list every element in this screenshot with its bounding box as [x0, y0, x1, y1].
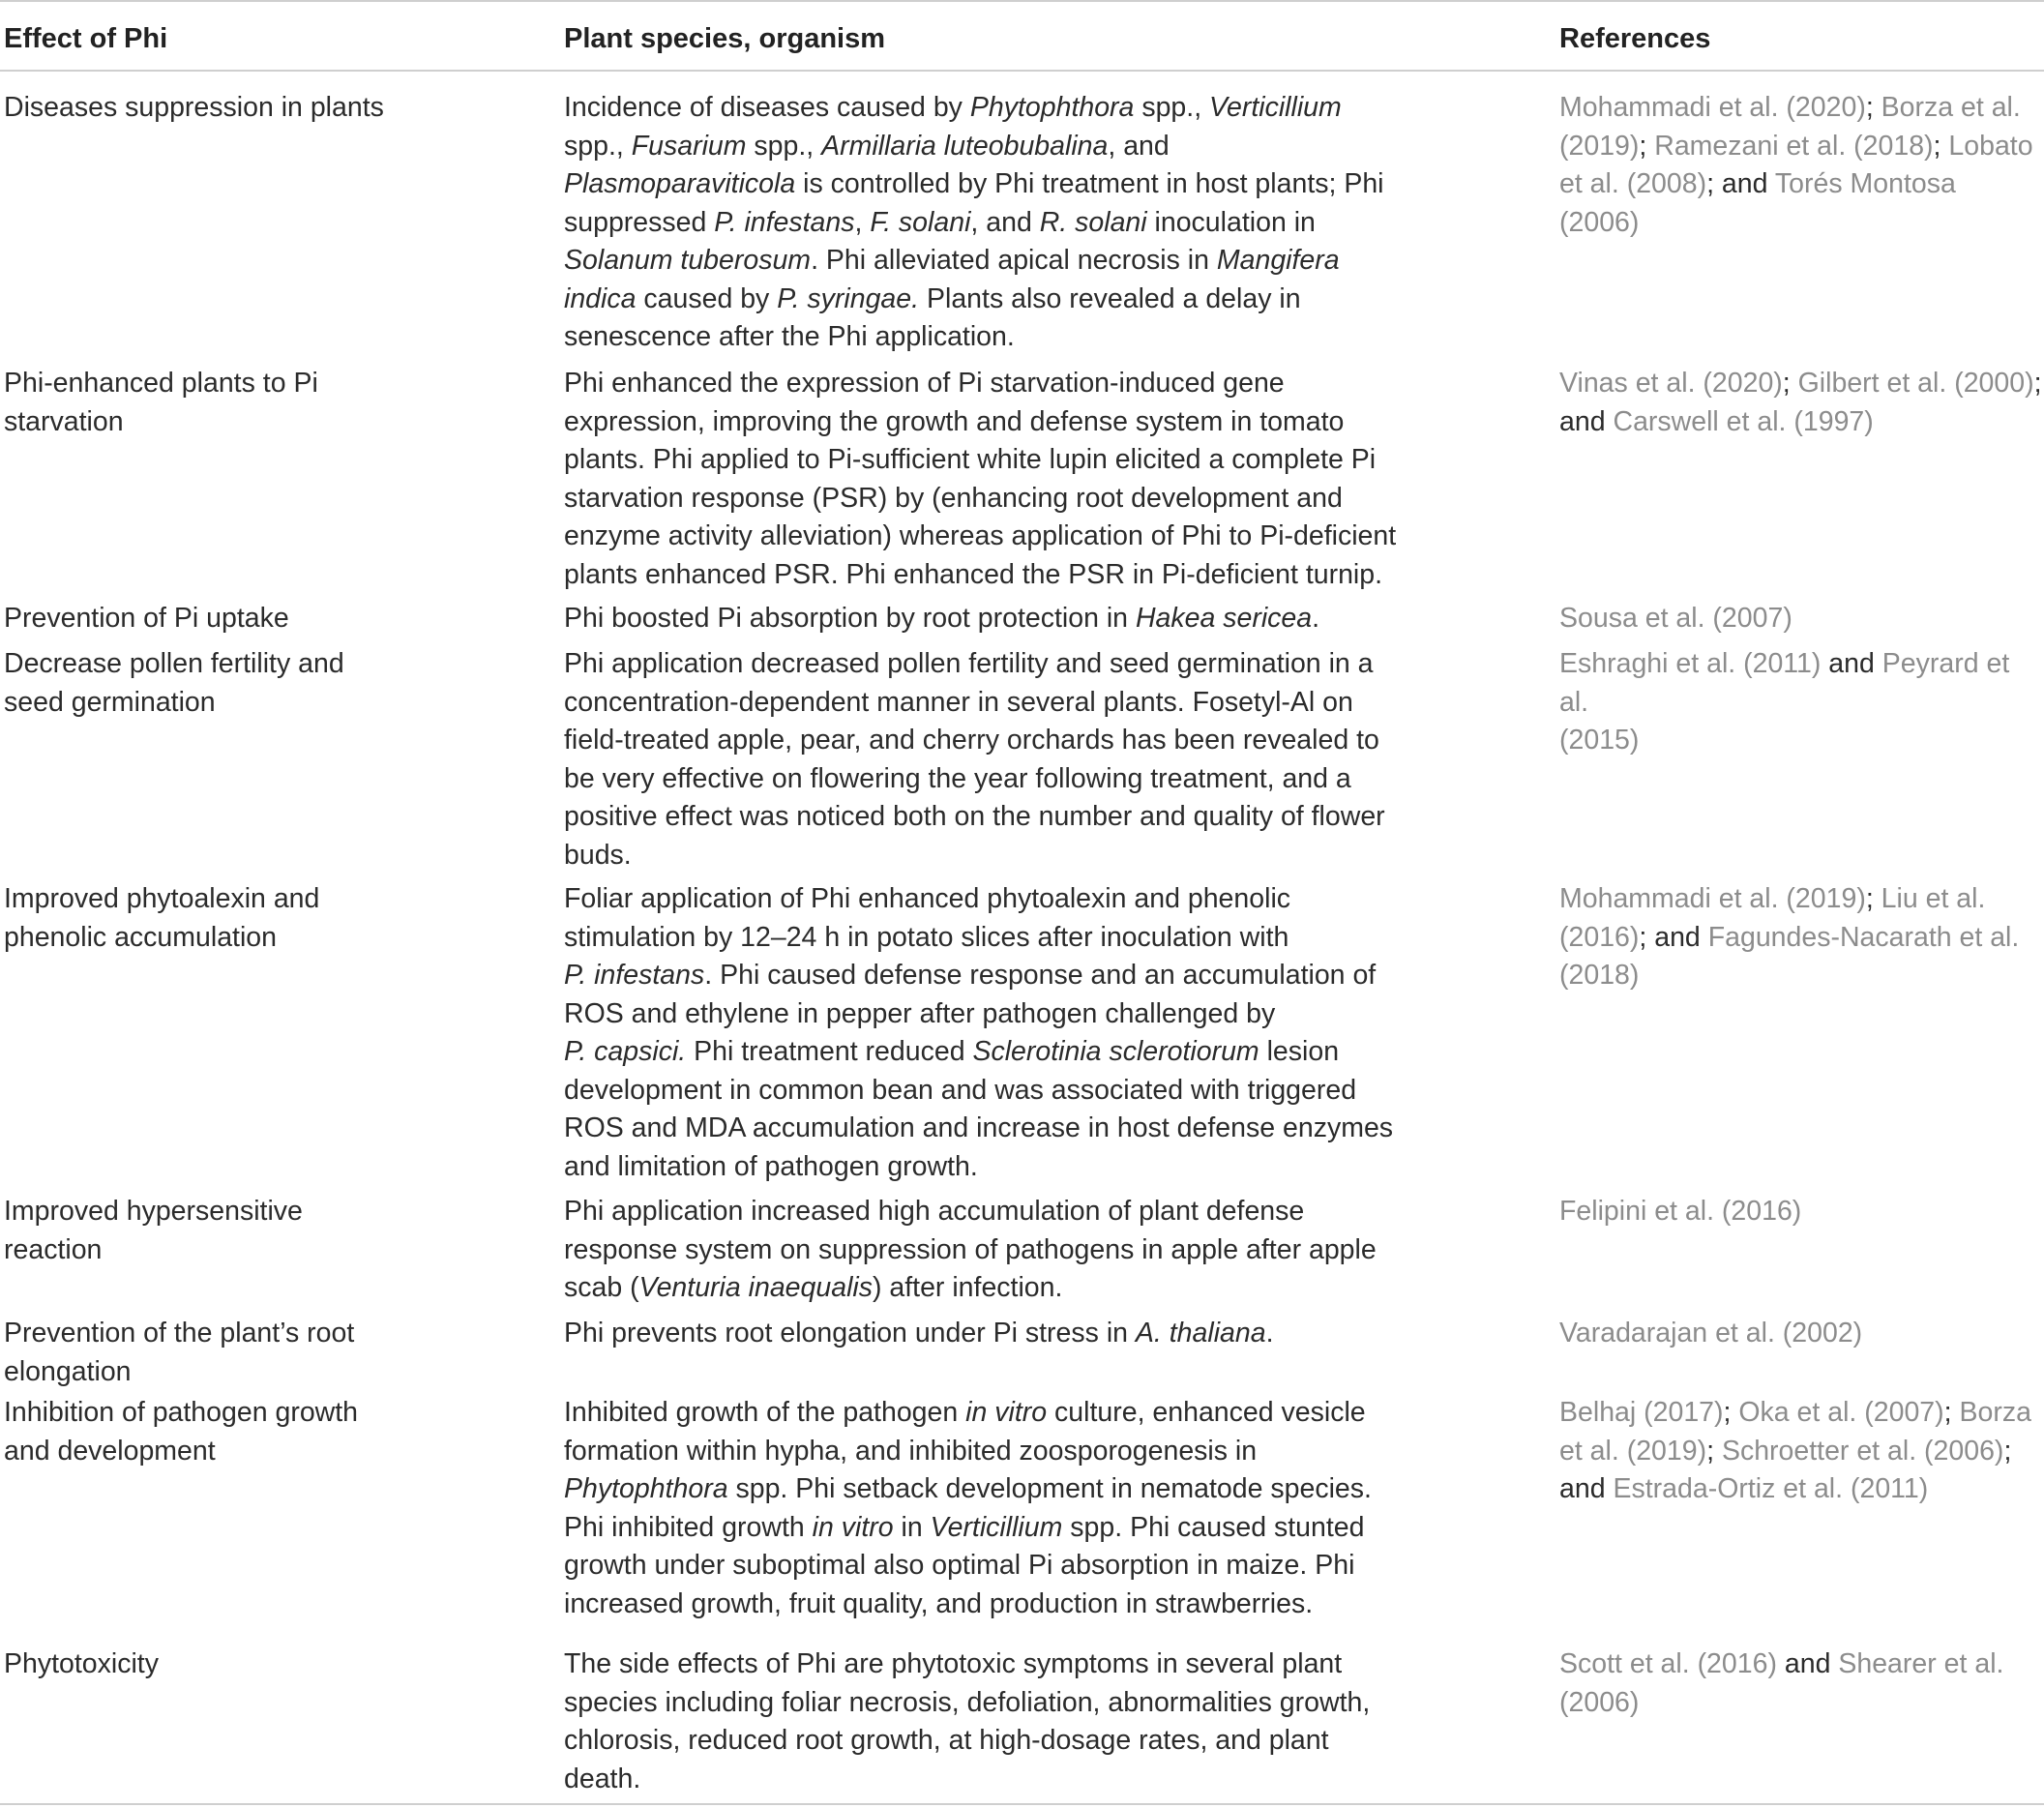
text-segment: ; — [2033, 368, 2042, 399]
text-segment: Phi inhibited growth — [564, 1511, 813, 1543]
text-segment: ; — [1943, 1397, 1960, 1428]
text-segment: . Phi caused defense response and an accumulation of — [704, 960, 1377, 991]
text-line — [1559, 1394, 2043, 1433]
text-segment: ; — [1723, 1397, 1739, 1428]
reference-link[interactable]: Torés Montosa (2006) — [1559, 168, 1956, 238]
text-line — [564, 1645, 1406, 1684]
effect-cell — [4, 1193, 391, 1269]
text-segment: Phytophthora — [969, 92, 1135, 123]
effect-cell — [4, 1315, 391, 1391]
references-cell — [1559, 1193, 2043, 1231]
text-line — [564, 798, 1406, 837]
text-segment: species including foliar necrosis, defoliation, abnormalities growth, — [564, 1686, 1371, 1718]
reference-link[interactable]: Carswell et al. (1997) — [1613, 405, 1874, 437]
text-line — [564, 645, 1406, 684]
text-line: Prevention of the plant’s root — [4, 1318, 355, 1349]
text-segment: in vitro — [965, 1397, 1048, 1428]
text-line — [564, 1033, 1406, 1072]
text-segment: buds. — [564, 839, 632, 871]
reference-link[interactable]: Vinas et al. (2020) — [1559, 368, 1783, 399]
reference-link[interactable]: (2006) — [1559, 1686, 1640, 1718]
text-line — [564, 600, 1406, 638]
text-line — [1559, 403, 2043, 442]
text-line — [564, 441, 1406, 480]
text-segment: ROS and ethylene in pepper after pathogen challenged by — [564, 997, 1276, 1029]
text-line — [564, 1394, 1406, 1433]
text-segment: increased growth, fruit quality, and production in strawberries. — [564, 1587, 1314, 1619]
reference-link[interactable]: et al. (2019) — [1559, 1435, 1707, 1467]
reference-link[interactable]: Eshraghi et al. (2011) — [1559, 648, 1822, 679]
text-segment: ; — [1865, 883, 1881, 914]
text-segment: field-treated apple, pear, and cherry orchards has been revealed to — [564, 725, 1379, 756]
text-line — [564, 1231, 1406, 1270]
text-segment: indica — [564, 282, 637, 314]
effect-cell — [4, 880, 391, 957]
text-segment: Plasmoparaviticola — [564, 168, 796, 199]
text-line — [564, 480, 1406, 519]
text-line: Phi-enhanced plants to Pi — [4, 368, 318, 399]
text-segment: F. solani — [870, 206, 971, 238]
text-line — [564, 1722, 1406, 1761]
text-line — [564, 957, 1406, 995]
effect-cell — [4, 1645, 391, 1684]
text-segment: inoculation in — [1146, 206, 1316, 238]
text-segment: and — [1559, 1473, 1614, 1504]
text-segment: Fusarium — [631, 130, 747, 162]
text-segment: The side effects of Phi are phytotoxic symptoms in several plant — [564, 1648, 1343, 1679]
reference-link[interactable]: Peyrard et al. — [1559, 648, 2010, 718]
header-effect: Effect of Phi — [4, 23, 168, 54]
text-segment: in — [893, 1511, 931, 1543]
text-segment: , — [854, 206, 871, 238]
text-line — [564, 1684, 1406, 1723]
text-segment: senescence after the Phi application. — [564, 321, 1015, 352]
organism-cell — [564, 365, 1406, 594]
references-cell — [1559, 1315, 2043, 1353]
text-segment: plants enhanced PSR. Phi enhanced the PSR in Pi-deficient turnip. — [564, 558, 1383, 590]
text-segment: positive effect was noticed both on the number and quality of flower — [564, 801, 1385, 832]
text-line — [1559, 957, 2043, 995]
text-line: Improved hypersensitive — [4, 1196, 303, 1227]
text-line — [564, 89, 1406, 128]
reference-link[interactable]: Mohammadi et al. (2019) — [1559, 883, 1866, 914]
reference-link[interactable]: Mohammadi et al. (2020) — [1559, 92, 1866, 123]
text-segment: Hakea sericea — [1135, 603, 1313, 634]
reference-link[interactable]: Schroetter et al. (2006) — [1721, 1435, 2004, 1467]
text-line: reaction — [4, 1233, 103, 1265]
text-segment: . Phi alleviated apical necrosis in — [811, 245, 1217, 276]
text-segment: ) after infection. — [872, 1272, 1063, 1303]
references-cell — [1559, 365, 2043, 441]
text-segment: R. solani — [1039, 206, 1147, 238]
text-segment: Plants also revealed a delay in — [919, 282, 1301, 314]
text-line: Inhibition of pathogen growth — [4, 1397, 359, 1428]
text-line: Prevention of Pi uptake — [4, 603, 289, 634]
text-line — [564, 1315, 1406, 1353]
bottom-rule — [0, 1803, 2044, 1805]
text-segment: Phi treatment reduced — [686, 1036, 973, 1067]
text-segment: Phytophthora — [564, 1473, 728, 1504]
text-segment: P. infestans — [564, 960, 705, 991]
text-segment: lesion — [1259, 1036, 1340, 1067]
text-line — [564, 518, 1406, 556]
organism-cell — [564, 1193, 1406, 1308]
text-line — [1559, 365, 2043, 403]
text-line — [564, 722, 1406, 760]
text-segment: is controlled by Phi treatment in host plants; Phi — [795, 168, 1384, 199]
text-line — [1559, 89, 2043, 128]
text-segment: spp., — [1134, 92, 1210, 123]
text-line — [564, 165, 1406, 204]
text-line — [1559, 1470, 2043, 1509]
reference-link[interactable]: (2016) — [1559, 921, 1640, 953]
text-segment: Phi application increased high accumulation of plant defense — [564, 1196, 1305, 1227]
text-line — [564, 403, 1406, 442]
text-segment: Armillaria luteobubalina — [821, 130, 1109, 162]
text-line — [564, 281, 1406, 319]
text-segment: chlorosis, reduced root growth, at high-dosage rates, and plant — [564, 1725, 1329, 1756]
text-line — [564, 1761, 1406, 1799]
text-segment: Phi prevents root elongation under Pi stress in — [564, 1318, 1136, 1349]
reference-link[interactable]: Liu et al. — [1881, 883, 1986, 914]
reference-link[interactable]: (2019) — [1559, 130, 1640, 162]
text-line — [564, 318, 1406, 357]
reference-link[interactable]: Estrada-Ortiz et al. (2011) — [1613, 1473, 1929, 1504]
text-segment: and — [1821, 648, 1882, 679]
organism-cell — [564, 645, 1406, 874]
organism-cell — [564, 89, 1406, 357]
text-segment: Verticillium — [1209, 92, 1342, 123]
reference-link[interactable]: Ramezani et al. (2018) — [1654, 130, 1934, 162]
text-segment: . — [1312, 603, 1320, 634]
text-line — [1559, 1645, 2043, 1684]
text-line — [564, 1269, 1406, 1308]
references-cell — [1559, 645, 2043, 760]
text-segment: , and — [1108, 130, 1170, 162]
text-segment: Phi application decreased pollen fertility and seed germination in a — [564, 648, 1374, 679]
text-segment: spp., — [746, 130, 822, 162]
text-line: phenolic accumulation — [4, 921, 278, 953]
organism-cell — [564, 1315, 1406, 1353]
text-line — [564, 1193, 1406, 1231]
header-organism: Plant species, organism — [564, 23, 886, 54]
text-segment: Phi enhanced the expression of Pi starvation-induced gene — [564, 368, 1285, 399]
text-line — [564, 1110, 1406, 1148]
text-line — [564, 1433, 1406, 1471]
text-line — [564, 1586, 1406, 1624]
text-line — [564, 365, 1406, 403]
text-segment: spp., — [564, 130, 632, 162]
text-line — [564, 684, 1406, 723]
text-line: seed germination — [4, 686, 216, 718]
text-segment: A. thaliana — [1135, 1318, 1266, 1349]
text-line: and development — [4, 1435, 216, 1467]
text-segment: formation within hypha, and inhibited zoosporogenesis in — [564, 1435, 1258, 1467]
text-segment: expression, improving the growth and defense system in tomato — [564, 405, 1345, 437]
text-line: Decrease pollen fertility and — [4, 648, 344, 679]
text-line — [564, 1470, 1406, 1509]
text-segment: ; and — [1639, 921, 1708, 953]
reference-link[interactable]: (2018) — [1559, 960, 1640, 991]
text-segment: Phi boosted Pi absorption by root protection in — [564, 603, 1136, 634]
text-segment: development in common bean and was associated with triggered — [564, 1074, 1357, 1106]
text-line — [1559, 880, 2043, 919]
reference-link[interactable]: Shearer et al. — [1838, 1648, 2004, 1679]
text-line: Diseases suppression in plants — [4, 92, 384, 123]
text-segment: ; — [1706, 1435, 1722, 1467]
text-line — [1559, 128, 2043, 166]
text-segment: scab ( — [564, 1272, 639, 1303]
table-header — [0, 0, 2044, 72]
text-segment: growth under suboptimal also optimal Pi absorption in maize. Phi — [564, 1550, 1355, 1581]
text-segment: and limitation of pathogen growth. — [564, 1150, 978, 1182]
text-line — [1559, 1433, 2043, 1471]
reference-link[interactable]: Borza et al. — [1881, 92, 2021, 123]
text-segment: Incidence of diseases caused by — [564, 92, 970, 123]
reference-link[interactable]: Belhaj (2017) — [1559, 1397, 1724, 1428]
text-line: starvation — [4, 405, 124, 437]
text-line — [564, 556, 1406, 595]
text-line — [564, 880, 1406, 919]
text-line — [564, 995, 1406, 1034]
text-segment: . — [1265, 1318, 1274, 1349]
text-segment: Verticillium — [930, 1511, 1063, 1543]
text-line — [564, 242, 1406, 281]
text-line — [564, 1072, 1406, 1111]
text-segment: and — [1776, 1648, 1839, 1679]
text-line — [564, 760, 1406, 799]
references-cell — [1559, 89, 2043, 242]
text-segment: P. syringae. — [777, 282, 920, 314]
text-segment: ; — [2003, 1435, 2012, 1467]
text-segment: concentration-dependent manner in several plants. Fosetyl-Al on — [564, 686, 1353, 718]
text-segment: culture, enhanced vesicle — [1047, 1397, 1366, 1428]
organism-cell — [564, 1645, 1406, 1798]
text-segment: suppressed — [564, 206, 715, 238]
text-segment: starvation response (PSR) by (enhancing root development and — [564, 482, 1343, 514]
reference-link[interactable]: Scott et al. (2016) — [1559, 1648, 1777, 1679]
text-segment: spp. Phi caused stunted — [1062, 1511, 1365, 1543]
reference-link[interactable]: Felipini et al. (2016) — [1559, 1196, 1802, 1227]
organism-cell — [564, 600, 1406, 638]
text-segment: stimulation by 12–24 h in potato slices after inoculation with — [564, 921, 1289, 953]
text-segment: ; — [1933, 130, 1949, 162]
effect-cell — [4, 645, 391, 722]
reference-link[interactable]: Borza — [1959, 1397, 2031, 1428]
text-segment: Sclerotinia sclerotiorum — [972, 1036, 1259, 1067]
reference-link[interactable]: Varadarajan et al. (2002) — [1559, 1318, 1863, 1349]
references-cell — [1559, 880, 2043, 995]
text-line — [1559, 600, 2043, 638]
reference-link[interactable]: (2015) — [1559, 725, 1640, 756]
text-segment: Solanum tuberosum — [564, 245, 812, 276]
text-line — [1559, 165, 2043, 242]
text-line — [564, 128, 1406, 166]
text-line — [564, 204, 1406, 243]
text-segment: , and — [970, 206, 1040, 238]
text-segment: in vitro — [812, 1511, 894, 1543]
text-line — [1559, 1315, 2043, 1353]
text-segment: ROS and MDA accumulation and increase in host defense enzymes — [564, 1112, 1394, 1143]
effect-cell — [4, 1394, 391, 1470]
text-segment: plants. Phi applied to Pi-sufficient white lupin elicited a complete Pi — [564, 444, 1377, 475]
organism-cell — [564, 1394, 1406, 1623]
reference-link[interactable]: Gilbert et al. (2000) — [1797, 368, 2034, 399]
text-line — [564, 1547, 1406, 1586]
text-segment: ; — [1782, 368, 1798, 399]
text-line — [1559, 919, 2043, 958]
reference-link[interactable]: et al. (2008) — [1559, 168, 1707, 199]
text-segment: be very effective on flowering the year following treatment, and a — [564, 762, 1351, 794]
text-line — [1559, 1684, 2043, 1723]
effect-cell — [4, 89, 391, 128]
references-cell — [1559, 1645, 2043, 1722]
text-line: Phytotoxicity — [4, 1648, 159, 1679]
text-segment: ; and — [1706, 168, 1775, 199]
references-cell — [1559, 600, 2043, 638]
header-references: References — [1559, 23, 1711, 54]
text-segment: Foliar application of Phi enhanced phytoalexin and phenolic — [564, 883, 1291, 914]
text-segment: Mangifera — [1216, 245, 1340, 276]
text-segment: spp. Phi setback development in nematode species. — [727, 1473, 1372, 1504]
text-line — [1559, 1193, 2043, 1231]
reference-link[interactable]: Sousa et al. (2007) — [1559, 603, 1792, 634]
reference-link[interactable]: Fagundes-Nacarath et al. — [1707, 921, 2020, 953]
text-line — [1559, 722, 2043, 760]
effect-cell — [4, 600, 391, 638]
text-segment: P. capsici. — [564, 1036, 687, 1067]
text-segment: enzyme activity alleviation) whereas application of Phi to Pi-deficient — [564, 520, 1397, 551]
text-segment: response system on suppression of pathogens in apple after apple — [564, 1233, 1377, 1265]
text-segment: and — [1559, 405, 1614, 437]
text-segment: caused by — [636, 282, 778, 314]
text-line — [564, 919, 1406, 958]
text-segment: Venturia inaequalis — [638, 1272, 873, 1303]
text-segment: P. infestans — [714, 206, 855, 238]
text-line — [564, 837, 1406, 875]
effect-cell — [4, 365, 391, 441]
text-line — [564, 1148, 1406, 1187]
text-line: elongation — [4, 1355, 132, 1387]
text-line — [564, 1509, 1406, 1548]
reference-link[interactable]: Lobato — [1948, 130, 2033, 162]
text-segment: ; — [1639, 130, 1655, 162]
text-line: Improved phytoalexin and — [4, 883, 320, 914]
text-segment: ; — [1865, 92, 1881, 123]
text-segment: Inhibited growth of the pathogen — [564, 1397, 966, 1428]
references-cell — [1559, 1394, 2043, 1509]
reference-link[interactable]: Oka et al. (2007) — [1738, 1397, 1944, 1428]
text-line — [1559, 645, 2043, 722]
text-segment: death. — [564, 1763, 641, 1794]
organism-cell — [564, 880, 1406, 1186]
